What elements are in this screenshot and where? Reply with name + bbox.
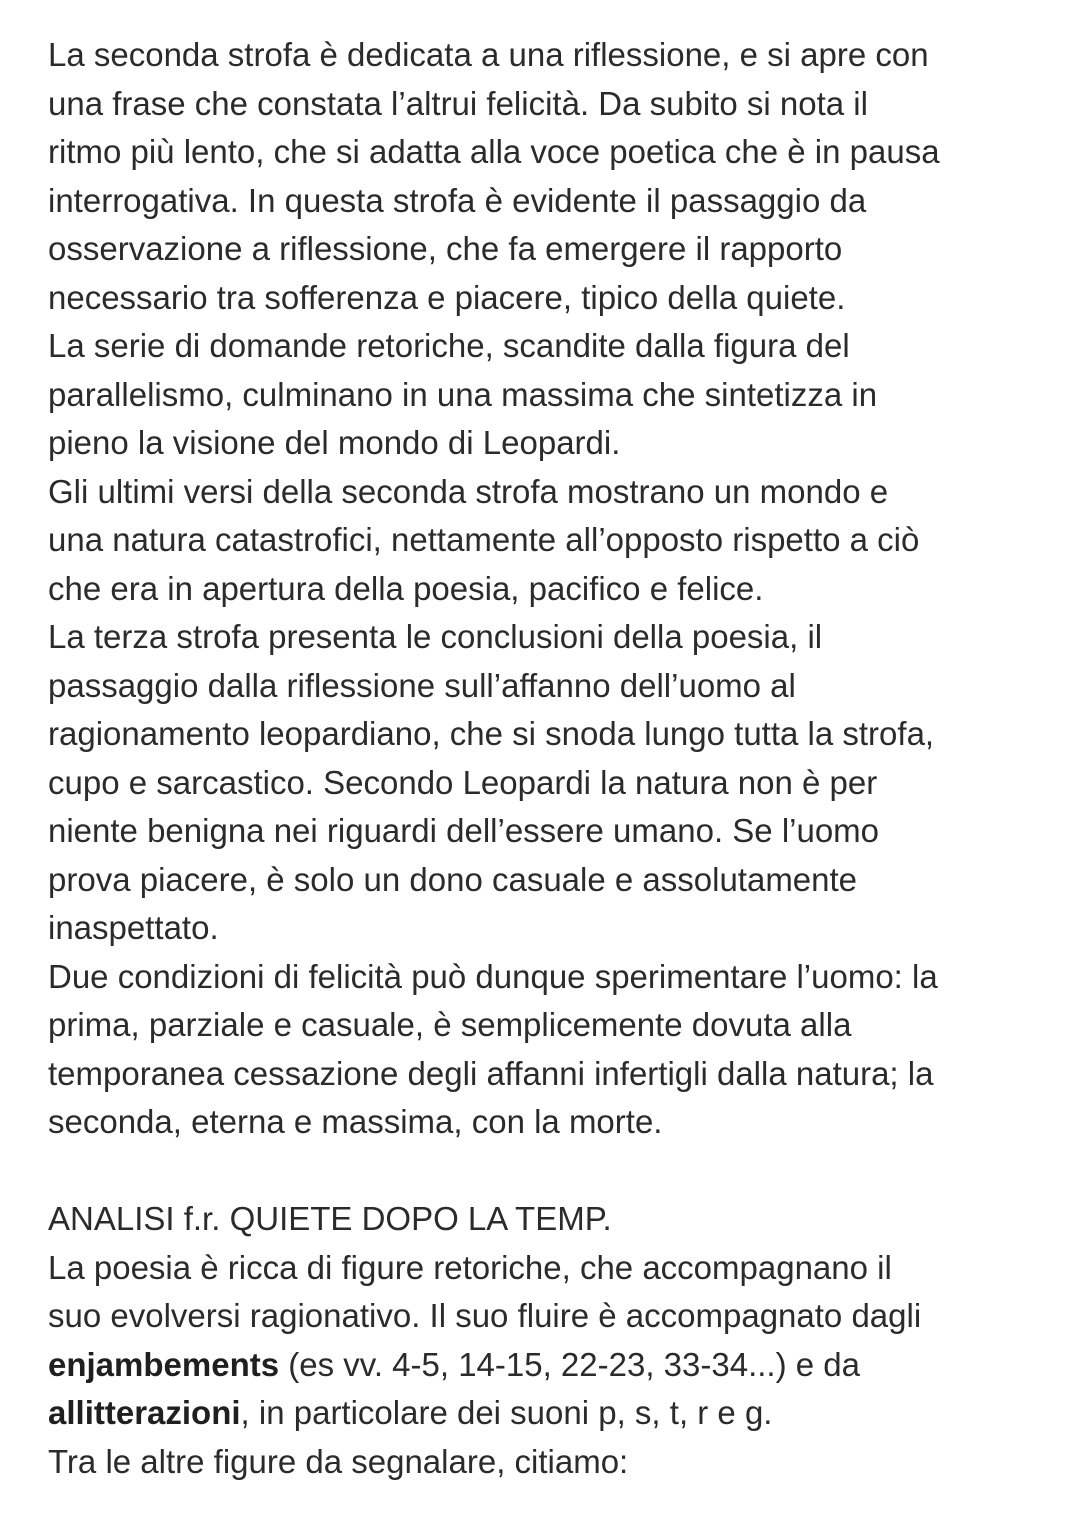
line-text: La terza strofa presenta le conclusioni della poesia, il [48, 618, 823, 655]
line-text: prima, parziale e casuale, è semplicemente dovuta alla [48, 1006, 852, 1043]
document-body [48, 31, 1060, 1486]
bold-term: enjambements [48, 1345, 280, 1383]
text-line [48, 759, 1060, 808]
line-text: suo evolversi ragionativo. Il suo fluire è accompagnato dagli [48, 1297, 922, 1334]
text-line [48, 128, 1060, 177]
text-line [48, 1098, 1060, 1147]
text-line [48, 468, 1060, 517]
line-text: che era in apertura della poesia, pacifico e felice. [48, 569, 764, 607]
text-line [48, 1389, 1060, 1438]
line-text: necessario tra sofferenza e piacere, tipico della quiete. [48, 278, 846, 316]
line-text: niente benigna nei riguardi dell’essere umano. Se l’uomo [48, 812, 880, 849]
line-text: una natura catastrofici, nettamente all’opposto rispetto a ciò [48, 521, 920, 558]
text-line [48, 322, 1060, 371]
text-line [48, 710, 1060, 759]
line-text: temporanea cessazione degli affanni infertigli dalla natura; la [48, 1054, 934, 1092]
text-line [48, 1341, 1060, 1390]
line-text: cupo e sarcastico. Secondo Leopardi la natura non è per [48, 763, 878, 801]
text-line [48, 1050, 1060, 1099]
line-text: seconda, eterna e massima, con la morte. [48, 1103, 663, 1140]
line-text: una frase che constata l’altrui felicità. Da subito si nota il [48, 84, 868, 122]
text-line [48, 565, 1060, 614]
text-line [48, 1195, 1060, 1244]
line-text: , in particolare dei suoni p, s, t, r e g. [240, 1394, 773, 1431]
text-line [48, 904, 1060, 953]
paragraph [48, 1244, 1060, 1487]
line-text: La poesia è ricca di figure retoriche, che accompagnano il [48, 1248, 892, 1286]
line-text: osservazione a riflessione, che fa emergere il rapporto [48, 230, 843, 267]
text-line [48, 225, 1060, 274]
text-line [48, 31, 1060, 80]
text-line [48, 516, 1060, 565]
paragraph [48, 953, 1060, 1147]
text-line [48, 1438, 1060, 1487]
bold-term: allitterazioni [48, 1394, 241, 1431]
text-line [48, 1244, 1060, 1293]
line-text: ritmo più lento, che si adatta alla voce poetica che è in pausa [48, 133, 940, 170]
text-line [48, 177, 1060, 226]
text-line [48, 856, 1060, 905]
blank-line [48, 1147, 1060, 1196]
paragraph [48, 613, 1060, 953]
text-line [48, 371, 1060, 420]
line-text: pieno la visione del mondo di Leopardi. [48, 424, 621, 461]
line-text: inaspettato. [48, 909, 219, 946]
line-text: prova piacere, è solo un dono casuale e assolutamente [48, 860, 858, 898]
line-text: parallelismo, culminano in una massima che sintetizza in [48, 375, 878, 413]
line-text: (es vv. 4-5, 14-15, 22-23, 33-34...) e da [279, 1345, 860, 1383]
line-text: La seconda strofa è dedicata a una riflessione, e si apre con [48, 36, 929, 73]
text-line [48, 662, 1060, 711]
line-text: passaggio dalla riflessione sull’affanno dell’uomo al [48, 666, 796, 704]
section-heading [48, 1195, 1060, 1244]
line-text: ANALISI f.r. QUIETE DOPO LA TEMP. [48, 1200, 612, 1237]
paragraph [48, 468, 1060, 614]
line-text: Tra le altre figure da segnalare, citiamo: [48, 1442, 629, 1480]
text-line [48, 1001, 1060, 1050]
line-text: ragionamento leopardiano, che si snoda lungo tutta la strofa, [48, 715, 935, 752]
line-text: interrogativa. In questa strofa è evidente il passaggio da [48, 181, 867, 219]
text-line [48, 807, 1060, 856]
line-text: La serie di domande retoriche, scandite dalla figura del [48, 327, 850, 364]
line-text: Gli ultimi versi della seconda strofa mostrano un mondo e [48, 472, 889, 510]
text-line [48, 274, 1060, 323]
line-text: Due condizioni di felicità può dunque sperimentare l’uomo: la [48, 957, 938, 995]
text-line [48, 80, 1060, 129]
text-line [48, 953, 1060, 1002]
text-line [48, 613, 1060, 662]
text-line [48, 1292, 1060, 1341]
text-line [48, 419, 1060, 468]
paragraph [48, 31, 1060, 322]
paragraph [48, 322, 1060, 468]
